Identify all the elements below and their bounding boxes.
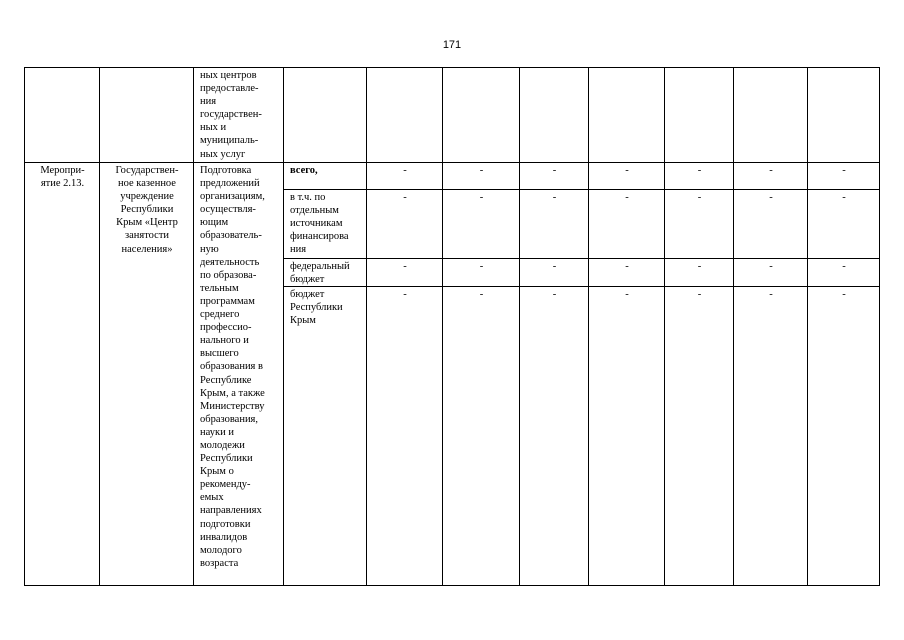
continued-cell-value: [443, 68, 520, 163]
continued-cell-value: [734, 68, 808, 163]
continued-cell-event: [25, 68, 100, 163]
continued-cell-executor: [100, 68, 194, 163]
source-label: федеральный бюджет: [284, 259, 367, 287]
event-description: Подготовка предложений организациям, осуществля- ющим образователь- ную деятельность по образова- тельным программам среднего профессио- нального и высшего образования в Республике Крым, а также Министерству образования, науки и молодежи Республики Крым о рекоменду- емых направлениях подготовки инвалидов молодого возраста: [194, 163, 284, 586]
value-cell: -: [589, 190, 665, 259]
value-cell: -: [665, 287, 734, 586]
source-label: в т.ч. по отдельным источникам финансирова ния: [284, 190, 367, 259]
value-cell: -: [734, 163, 808, 190]
source-label: всего,: [284, 163, 367, 190]
value-cell: -: [443, 163, 520, 190]
continued-cell-value: [520, 68, 589, 163]
value-cell: -: [665, 190, 734, 259]
event-row-total: [25, 163, 880, 190]
continued-cell-source: [284, 68, 367, 163]
value-cell: -: [665, 259, 734, 287]
value-cell: -: [665, 163, 734, 190]
event-number: Меропри- ятие 2.13.: [25, 163, 100, 586]
continued-cell-value: [589, 68, 665, 163]
event-executor: Государствен- ное казенное учреждение Республики Крым «Центр занятости населения»: [100, 163, 194, 586]
value-cell: -: [520, 287, 589, 586]
value-cell: -: [589, 287, 665, 586]
value-cell: -: [443, 190, 520, 259]
value-cell: -: [808, 287, 880, 586]
continued-cell-description: ных центров предоставле- ния государствен- ных и муниципаль- ных услуг: [194, 68, 284, 163]
continued-row: [25, 68, 880, 163]
page-number: 171: [442, 39, 462, 51]
value-cell: -: [520, 190, 589, 259]
value-cell: -: [367, 259, 443, 287]
value-cell: -: [589, 163, 665, 190]
value-cell: -: [589, 259, 665, 287]
value-cell: -: [734, 190, 808, 259]
continued-cell-value: [808, 68, 880, 163]
value-cell: -: [808, 190, 880, 259]
value-cell: -: [808, 163, 880, 190]
value-cell: -: [367, 287, 443, 586]
continued-cell-value: [665, 68, 734, 163]
value-cell: -: [367, 190, 443, 259]
value-cell: -: [443, 287, 520, 586]
value-cell: -: [734, 259, 808, 287]
value-cell: -: [443, 259, 520, 287]
value-cell: -: [808, 259, 880, 287]
value-cell: -: [734, 287, 808, 586]
source-label: бюджет Республики Крым: [284, 287, 367, 586]
value-cell: -: [367, 163, 443, 190]
value-cell: -: [520, 259, 589, 287]
value-cell: -: [520, 163, 589, 190]
financing-table: [24, 67, 880, 586]
continued-cell-value: [367, 68, 443, 163]
